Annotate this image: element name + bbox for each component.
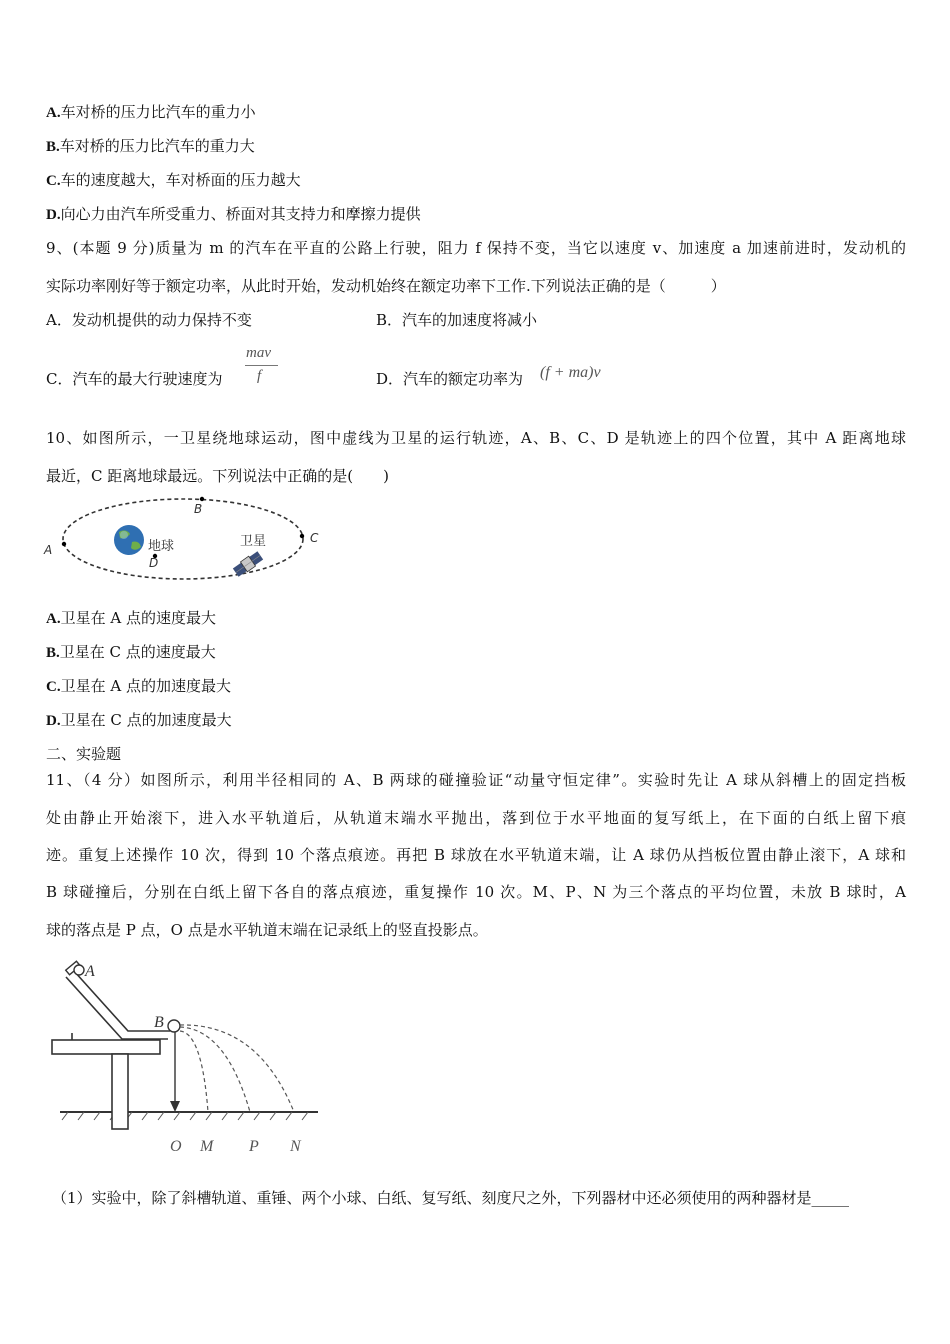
- q11-stem-line1: 11、（4 分）如图所示，利用半径相同的 A、B 两球的碰撞验证“动量守恒定律”。实验时先让 A 球从斜槽上的固定挡板: [46, 771, 906, 789]
- label-a: A: [44, 543, 53, 557]
- q10-option-b: B.卫星在 C 点的速度最大: [46, 643, 216, 661]
- q11-stem-line3: 迹。重复上述操作 10 次，得到 10 个落点痕迹。再把 B 球放在水平轨道末端，让 A 球仍从挡板位置由静止滚下，A 球和: [46, 846, 906, 864]
- earth-icon: [114, 525, 144, 555]
- label-c: C: [310, 531, 319, 545]
- point-b-dot: [200, 497, 204, 501]
- satellite-label: 卫星: [240, 534, 267, 549]
- satellite-orbit-figure: [40, 494, 340, 586]
- q11-stem-line5: 球的落点是 P 点，O 点是水平轨道末端在记录纸上的竖直投影点。: [46, 921, 488, 939]
- q9-stem-line2: 实际功率刚好等于额定功率，从此时开始，发动机始终在额定功率下工作.下列说法正确的是（ ）: [46, 277, 726, 295]
- q11-subquestion-1: （1）实验中，除了斜槽轨道、重锤、两个小球、白纸、复写纸、刻度尺之外，下列器材中还必须使用的两种器材是_____: [52, 1189, 850, 1207]
- ball-b: [168, 1020, 180, 1032]
- q10-stem-line2: 最近，C 距离地球最远。下列说法中正确的是( ): [46, 467, 389, 485]
- q10-option-c: C.卫星在 A 点的加速度最大: [46, 677, 231, 695]
- fig-label-o: O: [170, 1138, 182, 1155]
- collision-apparatus-figure: [46, 955, 326, 1155]
- plumb-arrow: [170, 1101, 180, 1112]
- point-a-dot: [62, 542, 66, 546]
- q8-option-c: C.车的速度越大，车对桥面的压力越大: [46, 171, 301, 189]
- q8-option-d: D.向心力由汽车所受重力、桥面对其支持力和摩擦力提供: [46, 205, 421, 223]
- table-leg: [112, 1054, 128, 1129]
- label-d: D: [149, 556, 159, 570]
- q9-stem-line1: 9、(本题 9 分)质量为 m 的汽车在平直的公路上行驶，阻力 f 保持不变，当它以速度 v、加速度 a 加速前进时，发动机的: [46, 239, 906, 257]
- label-b: B: [194, 502, 203, 516]
- fig-label-a: A: [85, 963, 95, 980]
- trajectory-m: [180, 1031, 208, 1112]
- satellite-icon: [232, 550, 263, 577]
- section-title: 二、实验题: [46, 745, 122, 763]
- fraction-numerator: mav: [246, 345, 271, 361]
- rated-power-formula: (f + ma)v: [540, 364, 601, 381]
- q9-option-d: D．汽车的额定功率为: [376, 370, 524, 388]
- fig-label-n: N: [290, 1138, 301, 1155]
- q9-option-a: A．发动机提供的动力保持不变: [46, 311, 252, 329]
- table-top: [52, 1040, 160, 1054]
- q10-option-a: A.卫星在 A 点的速度最大: [46, 609, 216, 627]
- q11-stem-line2: 处由静止开始滚下，进入水平轨道后，从轨道末端水平抛出，落到位于水平地面的复写纸上，在下面的白纸上留下痕: [46, 809, 906, 827]
- ball-a: [74, 965, 84, 975]
- q9-option-b: B．汽车的加速度将减小: [376, 311, 538, 329]
- ground-hatching: [62, 1112, 308, 1120]
- trajectory-p: [180, 1027, 250, 1112]
- q8-option-a: A.车对桥的压力比汽车的重力小: [46, 103, 256, 121]
- trajectory-n: [180, 1025, 294, 1112]
- q10-option-d: D.卫星在 C 点的加速度最大: [46, 711, 232, 729]
- chute-inner: [66, 977, 168, 1039]
- fraction-denominator: f: [257, 368, 262, 384]
- earth-label: 地球: [148, 539, 175, 554]
- orbit-path: [63, 499, 303, 579]
- fig-label-m: M: [200, 1138, 214, 1155]
- q8-option-b: B.车对桥的压力比汽车的重力大: [46, 137, 255, 155]
- fig-label-b: B: [154, 1014, 164, 1031]
- fig-label-p: P: [249, 1138, 259, 1155]
- q10-stem-line1: 10、如图所示，一卫星绕地球运动，图中虚线为卫星的运行轨迹，A、B、C、D 是轨迹上的四个位置，其中 A 距离地球: [46, 429, 906, 447]
- point-c-dot: [300, 534, 304, 538]
- q9-option-c: C．汽车的最大行驶速度为: [46, 370, 223, 388]
- fraction-bar: [245, 365, 278, 366]
- q11-stem-line4: B 球碰撞后，分别在白纸上留下各自的落点痕迹，重复操作 10 次。M、P、N 为三个落点的平均位置，未放 B 球时，A: [46, 883, 906, 901]
